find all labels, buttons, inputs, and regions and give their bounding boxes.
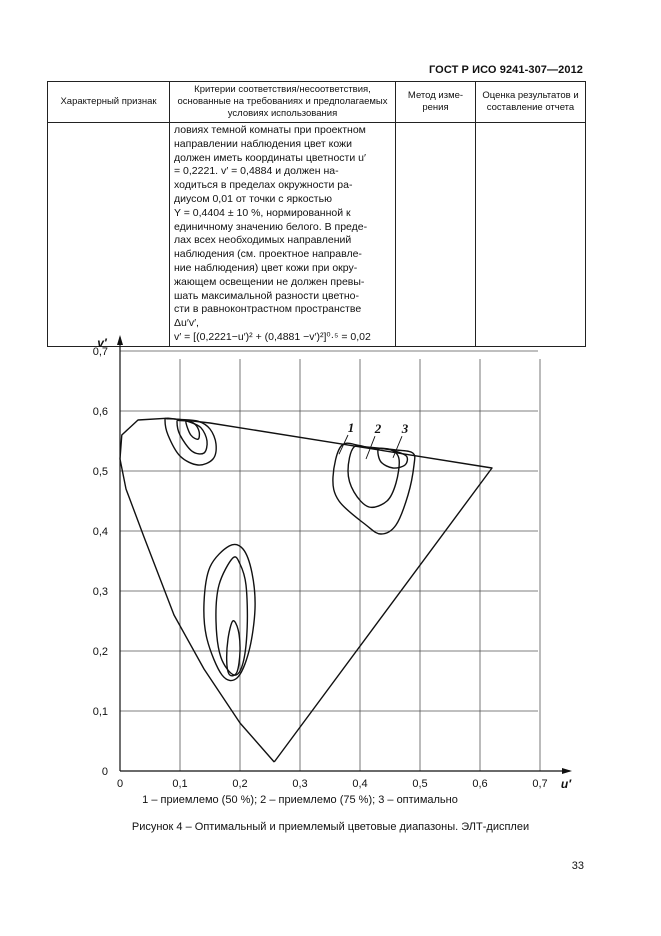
x-tick-label: 0,7 (532, 778, 548, 790)
requirements-table (47, 81, 586, 347)
curve-label: 2 (374, 421, 382, 437)
spectral-locus-line (120, 418, 492, 762)
x-tick-label: 0,3 (292, 778, 308, 790)
tolerance-contour (348, 446, 399, 508)
curve-label: 3 (401, 421, 409, 437)
y-tick-label: 0,7 (92, 346, 108, 358)
y-axis-arrow (117, 335, 123, 345)
table-header-row (48, 82, 586, 123)
figure-legend: 1 – приемлемо (50 %); 2 – приемлемо (75 %); 3 – оптимально (142, 794, 458, 806)
y-tick-label: 0,5 (92, 466, 108, 478)
tolerance-contour (216, 557, 247, 675)
y-tick-label: 0,4 (92, 526, 108, 538)
table-cell (48, 123, 170, 347)
column-header: Метод измерения (396, 82, 476, 123)
curve-label: 1 (347, 420, 355, 435)
x-tick-label: 0,1 (172, 778, 188, 790)
page-number: 33 (571, 860, 584, 872)
y-tick-label: 0,1 (92, 706, 108, 718)
y-tick-label: 0,3 (92, 586, 108, 598)
tolerance-contour (227, 621, 240, 676)
y-tick-label: 0 (101, 766, 108, 778)
y-tick-label: 0,2 (92, 646, 108, 658)
tolerance-contour (333, 443, 415, 534)
x-tick-label: 0,5 (412, 778, 428, 790)
criteria-cell: ловиях темной комнаты при проектном направлении наблюдения цвет кожи должен иметь координаты цветности u′ = 0,2221. v′ = 0,4884 и должен на- ходиться в пределах окружности ра- диусом 0,01 от точки с яркостью Y = 0,4404 ± 10 %, нормированной к единичному значению белого. В преде- лах всех необходимых направлений наблюдения (см. проектное направле- ние наблюдения) цвет кожи при окру- жающем освещении не должен превы- шать максимальной разности цветно- сти в равноконтрастном пространстве Δu′v′, v′ = [(0,2221−u′)² + (0,4881 −v′)²]⁰·⁵ = 0,02 (170, 123, 396, 347)
chromaticity-chart (0, 330, 661, 810)
chromaticity-figure (0, 330, 661, 810)
standard-header: ГОСТ Р ИСО 9241-307—2012 (428, 64, 583, 76)
figure-caption: Рисунок 4 – Оптимальный и приемлемый цветовые диапазоны. ЭЛТ-дисплеи (131, 821, 530, 833)
x-tick-label: 0,4 (352, 778, 368, 790)
table-cell (396, 123, 476, 347)
x-tick-label: 0,2 (232, 778, 248, 790)
column-header: Характерный признак (48, 82, 170, 123)
x-axis-title: u′ (560, 777, 572, 791)
table-cell (476, 123, 586, 347)
column-header: Критерии соответствия/несоответствия, основанные на требованиях и предполагаемых условиях использования (170, 82, 396, 123)
y-tick-label: 0,6 (92, 406, 108, 418)
column-header: Оценка результатов и составление отчета (476, 82, 586, 123)
y-axis-title: v′ (97, 336, 107, 350)
x-tick-label: 0,6 (472, 778, 488, 790)
tolerance-contour (165, 418, 216, 465)
x-axis-arrow (562, 768, 572, 774)
x-tick-label: 0 (116, 778, 124, 790)
table-row (48, 123, 586, 347)
